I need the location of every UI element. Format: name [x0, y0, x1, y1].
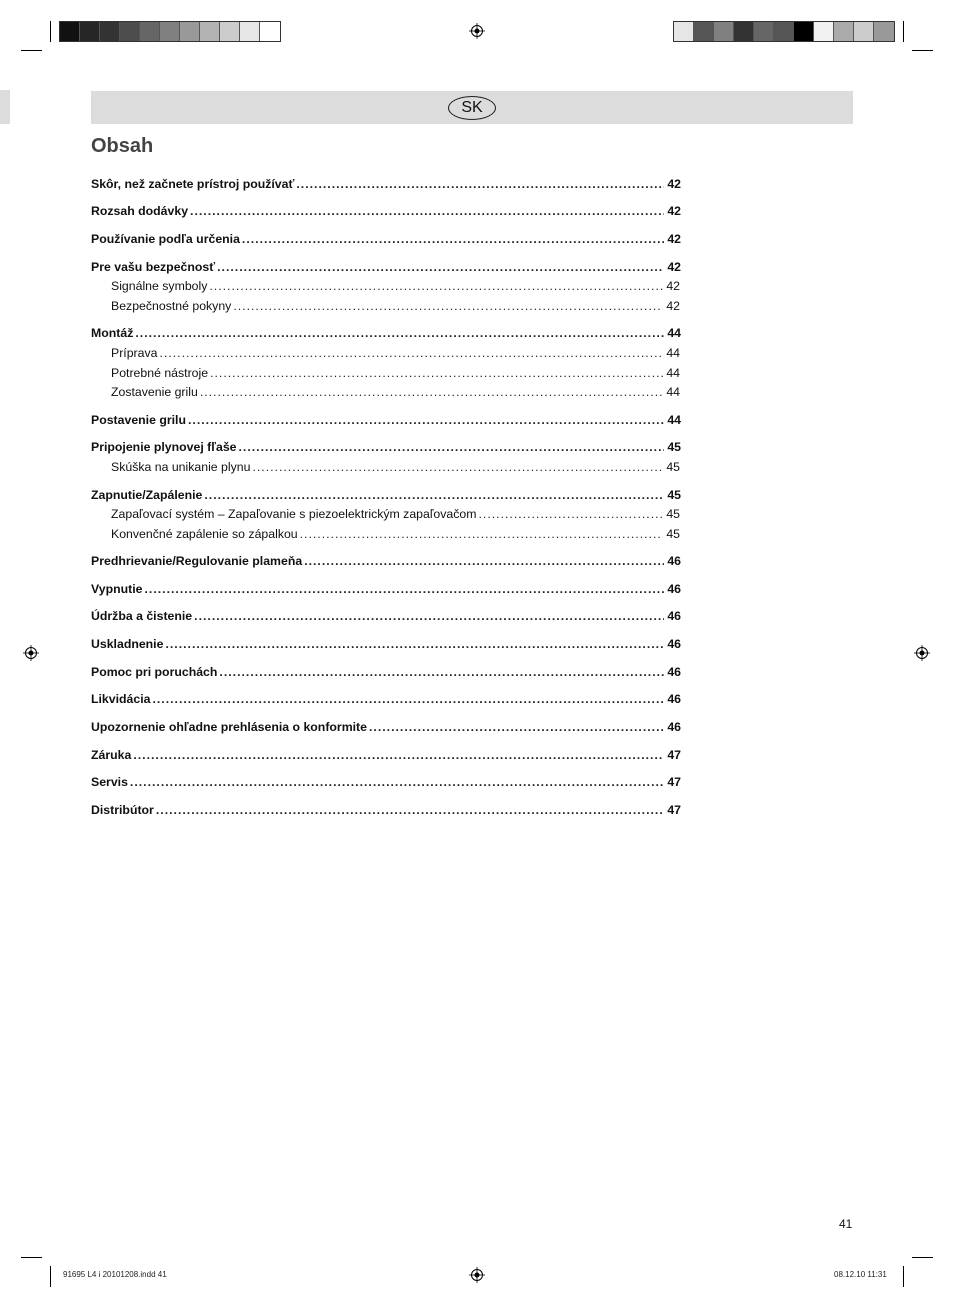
toc-leader-dots [200, 384, 664, 400]
toc-entry[interactable] [91, 581, 681, 597]
toc-entry[interactable] [91, 325, 681, 341]
toc-leader-dots [144, 581, 664, 597]
toc-entry-page: 46 [667, 582, 681, 596]
toc-entry-page: 44 [666, 385, 680, 399]
toc-entry[interactable] [91, 259, 681, 275]
toc-entry[interactable] [91, 636, 681, 652]
toc-entry-page: 46 [667, 554, 681, 568]
toc-entry-label: Záruka [91, 748, 132, 762]
toc-leader-dots [369, 719, 664, 735]
toc-entry-page: 47 [667, 775, 681, 789]
toc-entry-page: 44 [666, 346, 680, 360]
toc-entry-label: Montáž [91, 326, 134, 340]
toc-entry[interactable] [91, 691, 681, 707]
page-number: 41 [839, 1217, 853, 1231]
registration-mark-icon [469, 1267, 485, 1283]
toc-entry[interactable] [91, 203, 681, 219]
toc-leader-dots [300, 526, 664, 542]
date-slug: 08.12.10 11:31 [834, 1270, 887, 1279]
toc-leader-dots [233, 298, 663, 314]
color-swatch [140, 22, 160, 41]
color-swatch [80, 22, 100, 41]
toc-entry-label: Vypnutie [91, 582, 143, 596]
crop-mark [903, 1266, 904, 1287]
toc-subentry[interactable] [111, 526, 680, 542]
toc-entry-label: Likvidácia [91, 692, 151, 706]
toc-entry[interactable] [91, 774, 681, 790]
registration-mark-icon [914, 645, 930, 661]
toc-entry-label: Upozornenie ohľadne prehlásenia o konformite [91, 720, 367, 734]
toc-entry-page: 45 [666, 527, 680, 541]
toc-leader-dots [239, 439, 665, 455]
color-swatch [260, 22, 280, 41]
toc-entry-page: 42 [667, 232, 681, 246]
toc-entry[interactable] [91, 747, 681, 763]
toc-entry[interactable] [91, 664, 681, 680]
toc-entry-label: Zapaľovací systém – Zapaľovanie s piezoelektrickým zapaľovačom [111, 507, 477, 521]
toc-leader-dots [152, 691, 664, 707]
toc-entry-page: 44 [667, 413, 681, 427]
toc-leader-dots [242, 231, 664, 247]
toc-entry-page: 46 [667, 637, 681, 651]
crop-mark [903, 21, 904, 42]
toc-leader-dots [188, 412, 664, 428]
toc-entry-label: Používanie podľa určenia [91, 232, 240, 246]
color-swatch [774, 22, 794, 41]
color-swatch [120, 22, 140, 41]
registration-mark-icon [469, 23, 485, 39]
toc-leader-dots [165, 636, 664, 652]
toc-entry-label: Príprava [111, 346, 158, 360]
toc-subentry[interactable] [111, 345, 680, 361]
toc-entry-label: Bezpečnostné pokyny [111, 299, 232, 313]
toc-entry-page: 46 [667, 665, 681, 679]
toc-leader-dots [219, 664, 664, 680]
toc-entry-page: 44 [666, 366, 680, 380]
toc-entry-page: 47 [667, 803, 681, 817]
color-swatch [180, 22, 200, 41]
toc-entry-label: Postavenie grilu [91, 413, 186, 427]
toc-leader-dots [217, 259, 664, 275]
toc-leader-dots [296, 176, 664, 192]
color-swatch [220, 22, 240, 41]
toc-entry-page: 42 [667, 260, 681, 274]
toc-entry-page: 45 [667, 440, 681, 454]
toc-leader-dots [194, 608, 664, 624]
toc-entry[interactable] [91, 412, 681, 428]
toc-entry-page: 47 [667, 748, 681, 762]
toc-leader-dots [304, 553, 664, 569]
side-tab [0, 90, 10, 124]
toc-entry[interactable] [91, 608, 681, 624]
toc-entry-label: Servis [91, 775, 128, 789]
toc-entry[interactable] [91, 487, 681, 503]
toc-entry-label: Distribútor [91, 803, 154, 817]
toc-entry-page: 42 [666, 279, 680, 293]
toc-entry-label: Pripojenie plynovej fľaše [91, 440, 237, 454]
toc-entry-label: Skôr, než začnete prístroj používať [91, 177, 295, 191]
file-slug: 91695 L4 i 20101208.indd 41 [63, 1270, 167, 1279]
toc-leader-dots [252, 459, 663, 475]
toc-entry[interactable] [91, 719, 681, 735]
toc-entry-page: 45 [666, 460, 680, 474]
color-swatch [854, 22, 874, 41]
toc-leader-dots [478, 506, 663, 522]
toc-subentry[interactable] [111, 365, 680, 381]
toc-entry-label: Predhrievanie/Regulovanie plameňa [91, 554, 303, 568]
color-swatch [60, 22, 80, 41]
toc-entry[interactable] [91, 176, 681, 192]
toc-leader-dots [209, 278, 663, 294]
toc-entry-page: 44 [667, 326, 681, 340]
toc-subentry[interactable] [111, 506, 680, 522]
toc-subentry[interactable] [111, 278, 680, 294]
toc-leader-dots [133, 747, 664, 763]
toc-entry-label: Uskladnenie [91, 637, 164, 651]
toc-entry[interactable] [91, 802, 681, 818]
color-swatch [200, 22, 220, 41]
toc-entry-label: Pomoc pri poruchách [91, 665, 218, 679]
toc-entry-page: 42 [667, 177, 681, 191]
crop-mark [21, 50, 42, 51]
toc-entry-label: Zapnutie/Zapálenie [91, 488, 203, 502]
crop-mark [21, 1257, 42, 1258]
toc-leader-dots [159, 345, 663, 361]
toc-leader-dots [156, 802, 664, 818]
color-bar-right [673, 21, 895, 42]
color-swatch [734, 22, 754, 41]
language-badge: SK [448, 96, 496, 120]
toc-leader-dots [130, 774, 664, 790]
color-swatch [100, 22, 120, 41]
color-bar-left [59, 21, 281, 42]
toc-entry-label: Zostavenie grilu [111, 385, 198, 399]
color-swatch [240, 22, 260, 41]
color-swatch [714, 22, 734, 41]
toc-subentry[interactable] [111, 459, 680, 475]
toc-entry-page: 45 [667, 488, 681, 502]
toc-entry-page: 46 [667, 609, 681, 623]
toc-entry-page: 42 [667, 204, 681, 218]
color-swatch [160, 22, 180, 41]
toc-entry-page: 46 [667, 692, 681, 706]
toc-entry-label: Signálne symboly [111, 279, 208, 293]
toc-entry[interactable] [91, 553, 681, 569]
toc-entry-label: Skúška na unikanie plynu [111, 460, 251, 474]
registration-mark-icon [23, 645, 39, 661]
color-swatch [794, 22, 814, 41]
crop-mark [50, 1266, 51, 1287]
toc-entry-label: Potrebné nástroje [111, 366, 209, 380]
toc-subentry[interactable] [111, 384, 680, 400]
toc-entry-page: 42 [666, 299, 680, 313]
toc-entry[interactable] [91, 231, 681, 247]
color-swatch [674, 22, 694, 41]
color-swatch [694, 22, 714, 41]
toc-entry-page: 45 [666, 507, 680, 521]
toc-entry-label: Rozsah dodávky [91, 204, 189, 218]
page-title: Obsah [91, 135, 154, 157]
toc-entry-page: 46 [667, 720, 681, 734]
toc-subentry[interactable] [111, 298, 680, 314]
toc-entry-label: Konvenčné zapálenie so zápalkou [111, 527, 298, 541]
crop-mark [50, 21, 51, 42]
crop-mark [912, 50, 933, 51]
toc-leader-dots [135, 325, 664, 341]
toc-entry-label: Pre vašu bezpečnosť [91, 260, 216, 274]
toc-leader-dots [210, 365, 663, 381]
toc-entry-label: Údržba a čistenie [91, 609, 193, 623]
color-swatch [754, 22, 774, 41]
color-swatch [874, 22, 894, 41]
color-swatch [814, 22, 834, 41]
color-swatch [834, 22, 854, 41]
toc-leader-dots [190, 203, 664, 219]
toc-leader-dots [204, 487, 664, 503]
crop-mark [912, 1257, 933, 1258]
toc-entry[interactable] [91, 439, 681, 455]
